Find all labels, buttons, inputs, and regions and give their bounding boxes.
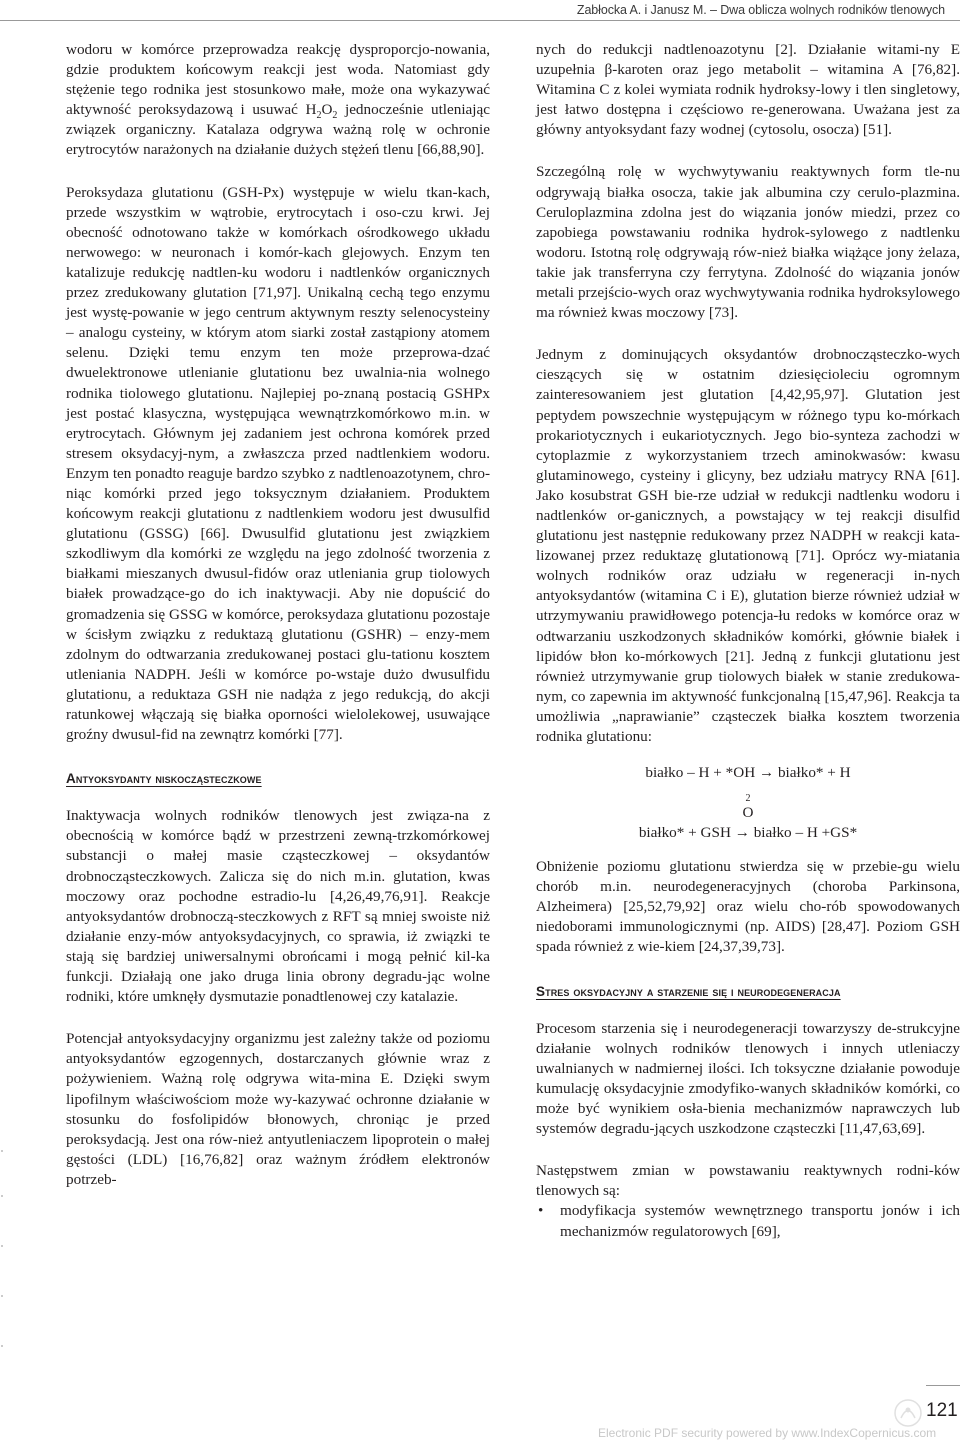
list-item — [538, 1201, 960, 1241]
reaction-equations — [536, 763, 960, 843]
text-run: jednocześnie utleniając związek organiczny. Katalaza odgrywa ważną rolę w ochronie erytrocytów narażonych na działanie dużych stężeń tlenu [66,88,90]. — [66, 101, 491, 159]
right-paragraph-3: Jednym z dominujących oksydantów drobnocząsteczko-wych cieszących się w ostatnim dziesięcioleciu ogromnym zainteresowaniem jest glutation [4,42,95,97]. Glutation jest peptydem powszechnie występującym w różnego typu ko-mórkach prokariotycznych i eukariotycznych. Jego bio-synteza zachodzi w cytoplazmie z wykorzystaniem trzech aminokwasów: kwasu glutaminowego, cysteiny i glicyny, bez udziału matrycy RNA [61]. Jako kosubstrat GSH bie-rze udział w redukcji nadtlenku wodoru i nadtlenków or-ganicznych, a powstający w tej reakcji disulfid glutationu jest następnie redukowany przez NADPH w reakcji kata-lizowanej przez reduktazę glutationową [71]. Oprócz wy-miatania wolnych rodników oraz udziału w regeneracji in-nych antyoksydantów (witamina C i E), glutation bierze również udział w utrzymywaniu prawidłowego potencja-łu redoks w komórce oraz w odtwarzaniu uszkodzonych składników komórki, głównie białek i lipidów błon ko-mórkowych [21]. Jedną z funkcji glutationu jest również utrzymywanie grup tiolowych białek w stanie zredukowa-nym, co zapewnia im aktywność funkcjonalną [15,47,96]. Reakcja ta umożliwia „naprawianie” cząsteczek białka kosztem tworzenia rodnika glutationu: — [536, 346, 960, 745]
left-column — [66, 40, 490, 1190]
header-rule — [0, 20, 960, 21]
right-paragraph-2: Szczególną rolę w wychwytywaniu reaktywnych form tle-nu odgrywają białka osocza, takie jak albumina czy cerulo-plazmina. Ceruloplazmina zdolna jest do wiązania jonów miedzi, przez co zapobiega powstawaniu rodnika hydrok-sylowego z nadtlenku wodoru. Istotną rolę odgrywają rów-nież białka wiążące jony żelaza, takie jak transferryna czy ferrytyna. Zdolność do wiązania jonów metali przejścio-wych oraz wychwytywania rodnika hydroksylowego ma również kwas moczowy [73]. — [536, 163, 960, 322]
margin-dot — [1, 1245, 3, 1247]
page-number: 121 — [926, 1400, 958, 1421]
running-header: Zabłocka A. i Janusz M. – Dwa oblicza wolnych rodników tlenowych — [576, 3, 945, 17]
margin-marks — [0, 1150, 4, 1390]
equation-1 — [536, 763, 960, 823]
equation-2: białko* + GSH → białko – H +GS* — [638, 824, 858, 842]
left-paragraph-2: Peroksydaza glutationu (GSH-Px) występuje w wielu tkan-kach, przede wszystkim w wątrobie, erytrocytach i oso-czu krwi. Jej obecność odnotowano także w komórkach ośrodkowego układu nerwowego: w neuronach i komór-kach glejowych. Enzym ten katalizuje redukcję nadtlen-ku wodoru i nadtlenków organicznych przez zredukowany glutation [71,97]. Unikalną cechą tego enzymu jest wystę-powanie w jego centrum aktywnym reszty selenocysteiny – analogu cysteiny, w którym atom siarki został zastąpiony atomem selenu. Dzięki temu enzym ten może przeprowa-dzać dwuelektronowe utlenianie glutationu bez uwalnia-nia wolnego rodnika tiolowego glutationu. Najlepiej po-znaną postacią GSHPx jest postać klasyczna, występująca wewnątrzkomórkowo m.in. w erytrocytach. Głównym jej zadaniem jest ochrona komórek przed stresem oksydacyj-nym, a zwłaszcza przed nadtlenkiem wodoru. Enzym ten ponadto reaguje bardzo szybko z nadtlenoazotynem, chro-niąc komórki przed jego toksycznym działaniem. Produktem końcowym reakcji glutationu z nadtlenkiem wodoru jest dwusulfid glutationu (GSSG) [66]. Dwusulfid glutationu jest związkiem szkodliwym dla komórki ze względu na jego zdolność tworzenia z białkami mieszanych dwusul-fidów oraz utleniania grup tiolowych białek prowadzące-go do ich inaktywacji. Aby nie dopuścić do gromadzenia się GSSG w komórce, peroksydaza glutationu pozostaje w ścisłym związku z reduktazą glutationu (GSHR) – enzy-mem zdolnym do odtwarzania zredukowanej postaci glu-tationu kosztem utleniania NADPH. Jeśli w komórce po-wstaje dużo dwusulfidu glutationu, a reduktaza GSH nie nadąża z jego redukcją, do akcji ratunkowej włączają się białka oporności wielolekowej, usuwające groźny dwusul-fid na zewnątrz komórki [77]. — [66, 183, 490, 744]
right-paragraph-6: Następstwem zmian w powstawaniu reaktywnych rodni-ków tlenowych są: — [536, 1162, 960, 1200]
subscript: 2 — [316, 110, 322, 122]
margin-dot — [1, 1345, 3, 1347]
right-paragraph-4: Obniżenie poziomu glutationu stwierdza się w przebie-gu wielu chorób m.in. neurodegeneracyjnych (choroba Parkinsona, Alzheimera) [25,52,79,92] oraz wielu cho-rób spowodowanych niedoborami immunologicznymi (np. AIDS) [28,47]. Poziom GSH spada również z wie-kiem [24,37,39,73]. — [536, 858, 960, 956]
text-run: białko – H + *OH → białko* + H — [645, 764, 851, 782]
right-paragraph-5: Procesom starzenia się i neurodegeneracji towarzyszy de-strukcyjne działanie wolnych rodników tlenowych i innych utleniaczy uwalnianych w nadmiernej ilości. Ich toksyczne działanie powoduje kumulację oksydacyjnie zmodyfiko-wanych składników komórki, co może być wynikiem osła-bienia mechanizmów naprawczych lub systemów degradu-jących uszkodzone cząsteczki [11,47,63,69]. — [536, 1019, 960, 1138]
margin-dot — [1, 1195, 3, 1197]
left-paragraph-3: Inaktywacja wolnych rodników tlenowych jest związa-na z obecnością w komórce bądź w przestrzeni zewną-trzkomórkowej substancji o małej masie cząsteczkowej – oksydantów drobnocząsteczkowych. Zalicza się do nich m.in. glutation, kwas moczowy oraz pochodne estradio-lu [4,26,49,76,91]. Reakcje antyoksydantów drobnoczą-steczkowych z RFT są mniej swoiste niż działanie enzy-mów antyoksydacyjnych, co sprawia, iż związki te stają się bardziej uniwersalnymi obrońcami i mogą pełnić kil-ka funkcji. Działają one jako druga linia obrony degradu-jąc wolne rodniki, które umknęły dysmutazie ponadtlenowej czy katalazie. — [66, 807, 490, 1006]
right-paragraph-1: nych do redukcji nadtlenoazotynu [2]. Działanie witami-ny E uzupełnia β-karoten oraz jego metabolit – witamina A [76,82]. Witamina C z kolei wymiata rodnik hydroksy-lowy i tlen singletowy, jest łatwo dostępna i częściowo re-generowana. Uważana jest za główny antyoksydant fazy wodnej (cytosolu, osocza) [51]. — [536, 41, 960, 139]
index-copernicus-logo-icon — [893, 1398, 923, 1428]
security-footer: Electronic PDF security powered by www.IndexCopernicus.com — [598, 1426, 937, 1440]
text-run: O — [742, 804, 754, 822]
subscript: 2 — [332, 110, 338, 122]
section-heading-stres-oksydacyjny: Stres oksydacyjny a starzenie się i neurodegeneracja — [536, 983, 841, 999]
right-column — [536, 40, 960, 1242]
section-heading-antyoksydanty: Antyoksydanty niskocząsteczkowe — [66, 771, 262, 787]
margin-dot — [1, 1150, 3, 1152]
list-item-text: modyfikacja systemów wewnętrznego transportu jonów i ich mechanizmów regulatorowych [69], — [560, 1202, 960, 1240]
margin-dot — [1, 1295, 3, 1297]
page-number-rule — [926, 1385, 960, 1386]
text-run: wodoru w komórce przeprowadza reakcję dysproporcjo-nowania, gdzie produktem końcowym reakcji jest woda. Natomiast gdy stężenie tego rodnika jest stosunkowo małe, może ona wykazywać aktywność peroksydazową i usuwać H — [66, 41, 490, 119]
bullet-list — [536, 1201, 960, 1241]
left-paragraph-4: Potencjał antyoksydacyjny organizmu jest zależny także od poziomu antyoksydantów egzogennych, dostarczanych głównie wraz z pożywieniem. Ważną rolę odgrywa wita-mina E. Dzięki swym lipofilnym właściwościom może wy-kazywać ochronne działanie w stosunku do fosfolipidów błonowych, chroniąc je przed peroksydacją. Jest ona rów-nież antyutleniaczem lipoprotein o małej gęstości (LDL) [16,76,82] oraz ważnym źródłem elektronów potrzeb- — [66, 1030, 490, 1188]
left-paragraph-1 — [66, 40, 490, 161]
text-run: O — [321, 101, 333, 119]
bullet-icon: • — [538, 1202, 544, 1220]
subscript: 2 — [745, 793, 751, 805]
